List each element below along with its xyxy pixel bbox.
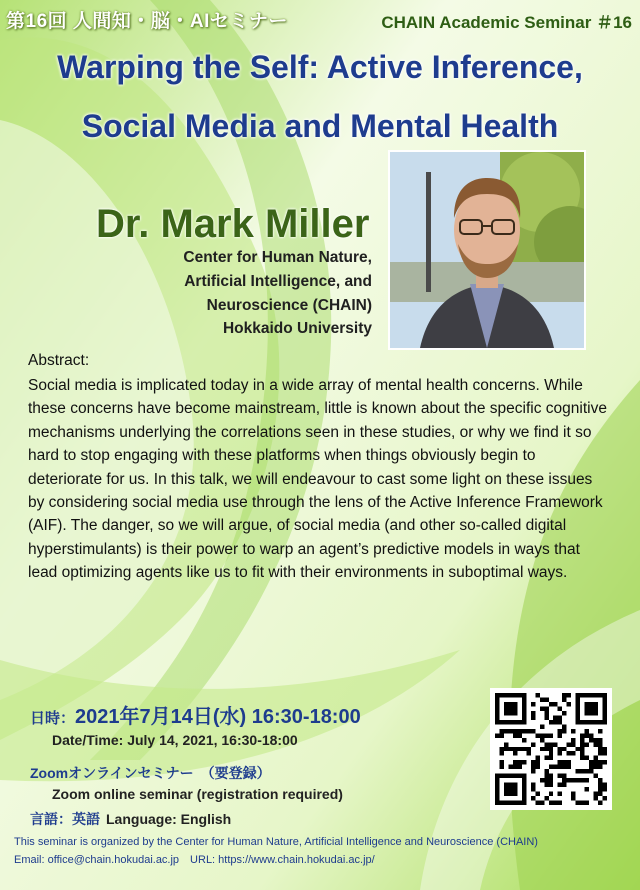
- speaker-affiliation-line: Artificial Intelligence, and: [184, 273, 372, 290]
- qr-code-graphic: [495, 693, 607, 805]
- datetime-jp-label: 日時：: [30, 710, 76, 727]
- speaker-photo: [388, 150, 586, 350]
- seminar-title-jp: 第16回 人間知・脳・AIセミナー: [6, 11, 288, 32]
- speaker-name: Dr. Mark Miller: [96, 202, 370, 246]
- speaker-affiliation-line: Hokkaido University: [222, 320, 372, 337]
- datetime-jp-value: 2021年7月14日(水) 16:30-18:00: [75, 706, 361, 728]
- speaker-portrait-graphic: [390, 152, 584, 348]
- language-info: [30, 809, 231, 829]
- datetime-en: Date/Time: July 14, 2021, 16:30-18:00: [52, 732, 298, 748]
- qr-code[interactable]: [490, 688, 612, 810]
- language-jp: 言語：英語: [30, 811, 100, 827]
- footer-contact: Email: office@chain.hokudai.ac.jp URL: https://www.chain.hokudai.ac.jp/: [14, 854, 375, 866]
- speaker-affiliation-line: Neuroscience (CHAIN): [206, 297, 372, 314]
- speaker-affiliation-line: Center for Human Nature,: [183, 249, 372, 266]
- seminar-title-en: CHAIN Academic Seminar ＃16: [381, 13, 632, 32]
- datetime-jp: [30, 700, 361, 729]
- talk-title-line2: Social Media and Mental Health: [81, 108, 559, 144]
- venue-jp: Zoomオンラインセミナー （要登録）: [30, 765, 271, 781]
- abstract-label: Abstract:: [28, 352, 90, 369]
- venue-en: Zoom online seminar (registration required): [52, 786, 343, 802]
- abstract-body: Social media is implicated today in a wide array of mental health concerns. While these concerns have become mainstream, little is known about the specific cognitive mechanisms underlying the correlations seen in these studies, or why we find it so hard to stop engaging with these platforms when things obviously begin to deteriorate for us. In this talk, we will endeavour to cast some light on these issues by considering social media use through the lens of the Active Inference Framework (AIF). The danger, so we will argue, of social media (and other so-called digital hyperstimulants) is their power to warp an agent’s predictive models in ways that lead optimizing agents like us to fit with their environments in suboptimal ways.: [28, 377, 607, 582]
- footer-organizer: This seminar is organized by the Center for Human Nature, Artificial Intelligence and Neuroscience (CHAIN): [14, 836, 538, 848]
- talk-title-line1: Warping the Self: Active Inference,: [57, 49, 583, 85]
- language-en: Language: English: [106, 811, 232, 827]
